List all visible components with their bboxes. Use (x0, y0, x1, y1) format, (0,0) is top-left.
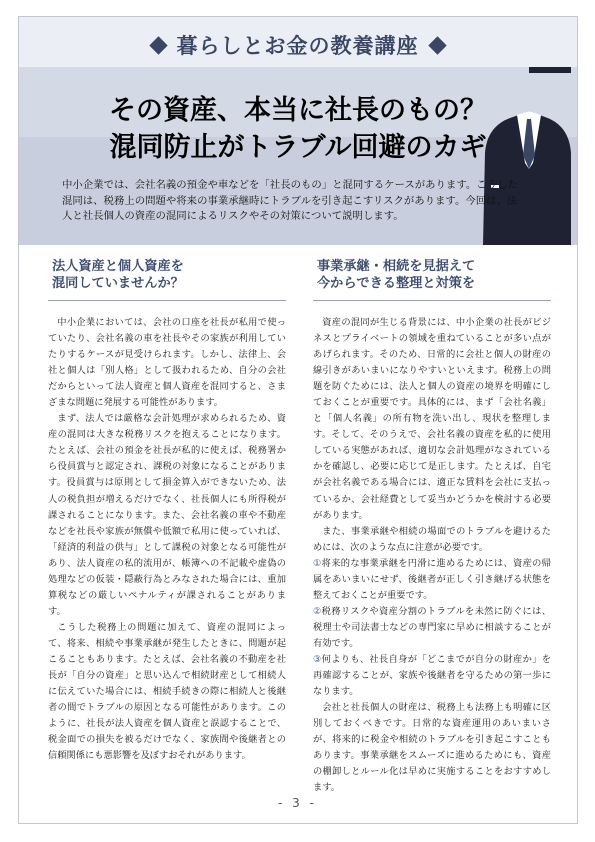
article-title-line2: 混同防止がトラブル回避のカギ (109, 132, 487, 163)
section-title (0, 33, 595, 59)
body-paragraph: 資産の混同が生じる背景には、中小企業の社長がビジネスとプライベートの領域を重ねていることが多い点があげられます。そのため、日常的に会社と個人の財産の線引きがあいまいになりやすいといえます。税務上の問題を防ぐためには、法人と個人の資産の境界を明確にしておくことが重要です。具体的には、まず「会社名義」と「個人名義」の所有物を洗い出し、現状を整理します。そして、そのうえで、会社名義の資産を私的に使用している実態があれば、適切な会計処理がなされているかを確認し、必要に応じて是正します。たとえば、自宅が会社名義である場合には、適正な賃料を会社に支払っているか、会社経費として妥当かどうかを検討する必要があります。 (313, 317, 551, 521)
heading-divider (48, 300, 286, 301)
body-paragraph: まず、法人では厳格な会計処理が求められるため、資産の混同は大きな税務リスクを抱えることになります。たとえば、会社の預金を社長が私的に使えば、税務署から役員賞与と認定され、課税の対象になることがあります。役員賞与は原則として損金算入ができないため、法人の税負担が増えるだけでなく、社長個人にも所得税が課されることになります。また、会社名義の車や不動産などを社長や家族が無償や低額で私用に使っていれば、「経済的利益の供与」として課税の対象となる可能性があり、法人資産の私的流用が、帳簿への不記載や虚偽の処理などの仮装・隠蔽行為とみなされた場合には、重加算税などの厳しいペナルティが課されることがあります。 (48, 413, 286, 617)
right-column (313, 258, 551, 796)
body-paragraph: 会社と社長個人の財産は、税務上も法務上も明確に区別しておくべきです。日常的な資産運用のあいまいさが、将来的に税金や相続のトラブルを引き起こすこともあります。事業承継をスムーズに進めるためにも、資産の棚卸しとルール化は早めに実施することをおすすめします。 (313, 702, 551, 794)
heading-divider (313, 300, 551, 301)
list-item (313, 556, 551, 604)
list-item-text: 将来的な事業承継を円滑に進めるためには、資産の帰属をあいまいにせず、後継者が正しく引き継げる状態を整えておくことが重要です。 (313, 557, 552, 601)
left-heading-line1: 法人資産と個人資産を (52, 259, 184, 274)
lead-paragraph: 中小企業では、会社名義の預金や車などを「社長のもの」と混同するケースがあります。こうした混同は、税務上の問題や将来の事業承継時にトラブルを引き起こすリスクがあります。今回は、法人と社長個人の資産の混同によるリスクやその対策について説明します。 (62, 179, 518, 223)
body-paragraph: こうした税務上の問題に加えて、資産の混同によって、将来、相続や事業承継が発生したときに、問題が起こることもあります。たとえば、会社名義の不動産を社長が「自分の資産」と思い込んで相続財産として相続人に伝えていた場合には、相続手続きの際に相続人と後継者の間でトラブルの原因となる可能性があります。このように、社長が法人資産を個人資産と誤認することで、税金面での損失を被るだけでなく、家族間や後継者との信頼関係にも悪影響を及ぼすおそれがあります。 (48, 621, 286, 762)
section-title-text: 暮らしとお金の教養講座 (176, 34, 419, 58)
list-marker: ③ (313, 653, 322, 665)
diamond-icon (149, 36, 167, 54)
list-item-text: 何よりも、社長自身が「どこまでが自分の財産か」を再確認することが、家族や後継者を守るための第一歩になります。 (313, 653, 552, 698)
right-column-body (313, 315, 551, 796)
body-paragraph: 中小企業においては、会社の口座を社長が私用で使っていたり、会社名義の車を社長やその家族が利用していたりするケースが見受けられます。しかし、法律上、会社と個人は「別人格」として扱われるため、自分の会社だからといって法人資産と個人資産を混同すると、さまざまな問題に発展する可能性があります。 (48, 317, 286, 409)
page-number: - 3 - (278, 796, 317, 810)
diamond-icon (428, 36, 446, 54)
list-marker: ② (313, 605, 322, 617)
list-item-text: 税務リスクや資産分割のトラブルを未然に防ぐには、税理士や司法書士などの専門家に早めに相談することが有効です。 (313, 605, 551, 649)
left-column-body (48, 315, 286, 764)
list-item (313, 604, 551, 652)
left-heading-line2: 混同していませんか？ (52, 276, 184, 291)
left-column (48, 258, 286, 764)
article-title-line1: その資産、本当に社長のもの？ (109, 95, 487, 126)
right-heading-line2: 今からできる整理と対策を (317, 276, 476, 291)
list-marker: ① (313, 557, 322, 569)
right-heading-line1: 事業承継・相続を見据えて (317, 259, 476, 274)
right-column-heading (313, 258, 551, 292)
left-column-heading (48, 258, 286, 292)
list-item (313, 652, 551, 700)
body-paragraph: また、事業承継や相続の場面でのトラブルを避けるためには、次のような点に注意が必要です。 (313, 525, 551, 553)
article-title (19, 92, 577, 166)
